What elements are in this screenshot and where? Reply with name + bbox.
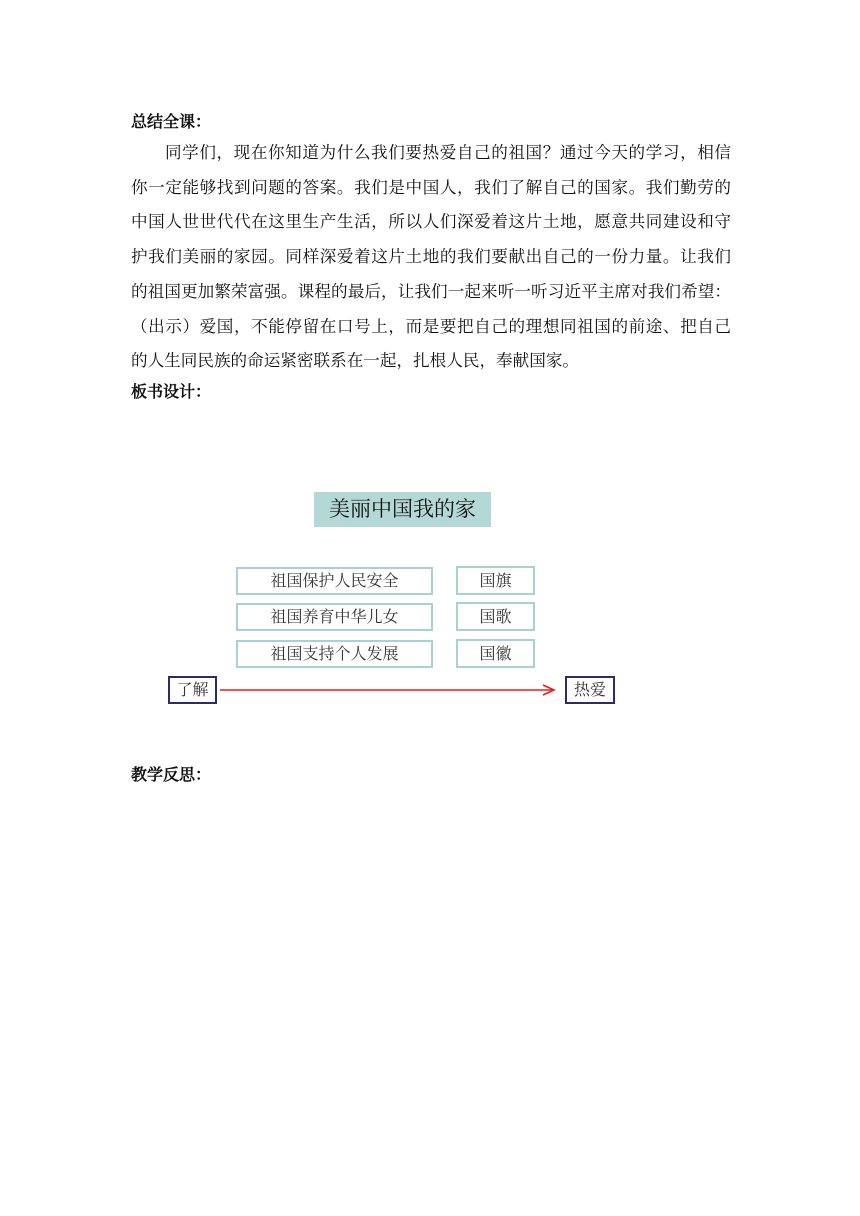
board-left-item: 祖国支持个人发展 <box>236 640 433 668</box>
summary-line: 中国人世世代代在这里生产生活，所以人们深爱着这片土地，愿意共同建设和守 <box>131 212 731 232</box>
summary-line: 你一定能够找到问题的答案。我们是中国人，我们了解自己的国家。我们勤劳的 <box>131 177 731 197</box>
summary-line: 同学们，现在你知道为什么我们要热爱自己的祖国？通过今天的学习，相信 <box>165 143 731 162</box>
board-left-item: 祖国保护人民安全 <box>236 567 433 595</box>
summary-heading: 总结全课： <box>131 112 212 131</box>
board-right-item: 国徽 <box>456 639 535 668</box>
understand-box: 了解 <box>168 676 217 704</box>
summary-line: （出示）爱国，不能停留在口号上，而是要把自己的理想同祖国的前途、把自己 <box>131 316 731 336</box>
board-left-item: 祖国养育中华儿女 <box>236 603 433 631</box>
board-title: 美丽中国我的家 <box>314 492 491 527</box>
summary-line: 的人生同民族的命运紧密联系在一起，扎根人民，奉献国家。 <box>131 351 580 371</box>
arrow-right-icon <box>218 682 564 698</box>
summary-line: 护我们美丽的家园。同样深爱着这片土地的我们要献出自己的一份力量。让我们 <box>131 247 731 267</box>
board-right-item: 国歌 <box>456 602 535 631</box>
board-right-item: 国旗 <box>456 566 535 595</box>
reflection-heading: 教学反思： <box>131 765 212 784</box>
summary-paragraph <box>131 136 731 379</box>
summary-line: 的祖国更加繁荣富强。课程的最后，让我们一起来听一听习近平主席对我们希望： <box>131 281 731 301</box>
love-box: 热爱 <box>565 676 615 704</box>
board-design-heading: 板书设计： <box>131 382 212 401</box>
